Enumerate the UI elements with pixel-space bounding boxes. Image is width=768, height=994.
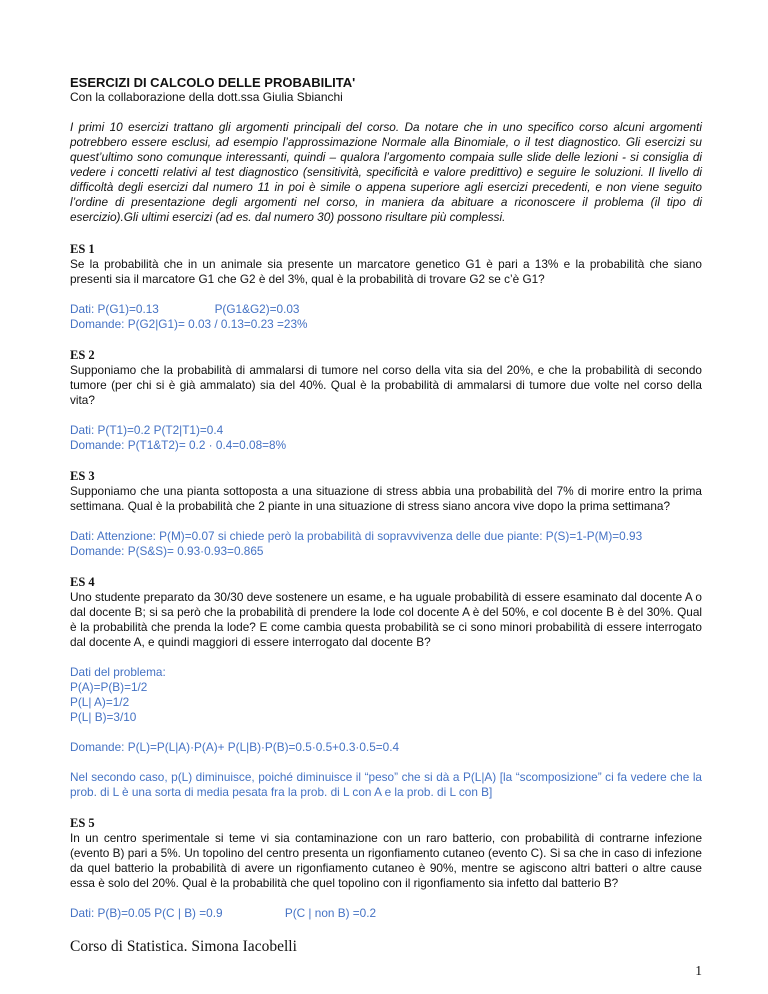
exercise-heading: ES 3 <box>70 469 95 483</box>
exercise-block <box>70 575 706 800</box>
exercise-question: Supponiamo che una pianta sottoposta a una situazione di stress abbia una probabilità del 7% di morire entro la prima settimana. Qual è la probabilità che 2 piante in una situazione di stress siano ancora vive dopo la prima settimana? <box>70 484 702 513</box>
page-title: ESERCIZI DI CALCOLO DELLE PROBABILITA' <box>70 75 356 90</box>
answer-line: Nel secondo caso, p(L) diminuisce, poiché diminuisce il “peso” che si dà a P(L|A) [la “scomposizione” ci fa vedere che la prob. di L è una sorta di media pesata fra la prob. di L con A e la prob. di L con B] <box>70 770 706 799</box>
exercise-heading: ES 2 <box>70 348 95 362</box>
answer-block <box>70 529 702 559</box>
exercise-block <box>70 242 702 332</box>
exercise-heading: ES 4 <box>70 575 95 589</box>
answer-line: Dati: P(T1)=0.2 P(T2|T1)=0.4 <box>70 423 224 437</box>
answer-line: Domande: P(T1&T2)= 0.2 · 0.4=0.08=8% <box>70 438 287 452</box>
answer-line: P(A)=P(B)=1/2 <box>70 680 148 694</box>
answer-line: P(L| A)=1/2 <box>70 695 130 709</box>
exercise-heading: ES 5 <box>70 816 95 830</box>
answer-line: P(L| B)=3/10 <box>70 710 137 724</box>
answer-line <box>70 755 702 770</box>
exercise-question: Se la probabilità che in un animale sia presente un marcatore genetico G1 è pari a 13% e la probabilità che siano presenti sia il marcatore G1 che G2 è del 3%, qual è la probabilità di trovare G2 se c’è G1? <box>70 257 702 286</box>
answer-line: Domande: P(L)=P(L|A)·P(A)+ P(L|B)·P(B)=0.5·0.5+0.3·0.5=0.4 <box>70 740 400 754</box>
answer-line: Domande: P(G2|G1)= 0.03 / 0.13=0.23 =23% <box>70 317 308 331</box>
answer-line: Dati del problema: <box>70 665 166 679</box>
answer-line: Dati: P(G1)=0.13 P(G1&G2)=0.03 <box>70 302 300 316</box>
answer-line <box>70 725 702 740</box>
exercise-block <box>70 348 702 453</box>
exercise-question: Uno studente preparato da 30/30 deve sostenere un esame, e ha uguale probabilità di essere esaminato dal docente A o dal docente B; si sa però che la probabilità di prendere la lode col docente A è del 50%, e col docente B è del 30%. Qual è la probabilità che prenda la lode? E come cambia questa probabilità se ci sono minori probabilità di essere interrogato dal docente A, e quindi maggiori di essere interrogato dal docente B? <box>70 590 702 649</box>
answer-block <box>70 423 702 453</box>
page-subtitle: Con la collaborazione della dott.ssa Giulia Sbianchi <box>70 90 343 104</box>
exercise-question: In un centro sperimentale si teme vi sia contaminazione con un raro batterio, con probabilità di contrarne infezione (evento B) pari a 5%. Un topolino del centro presenta un rigonfiamento cutaneo (evento C). Si sa che in caso di infezione da quel batterio la probabilità di avere un rigonfiamento cutaneo è 90%, mentre se agiscono altri batteri o altre cause essa è solo del 20%. Qual è la probabilità che quel topolino con il rigonfiamento sia infetto dal batterio B? <box>70 831 702 890</box>
exercise-block <box>70 816 702 921</box>
answer-block <box>70 906 702 921</box>
exercise-question: Supponiamo che la probabilità di ammalarsi di tumore nel corso della vita sia del 20%, e che la probabilità di secondo tumore (per chi si è già ammalato) sia del 40%. Qual è la probabilità di ammalarsi di tumore due volte nel corso della vita? <box>70 363 702 407</box>
exercise-heading: ES 1 <box>70 242 95 256</box>
answer-line: Domande: P(S&S)= 0.93·0.93=0.865 <box>70 544 264 558</box>
answer-block <box>70 665 706 800</box>
intro-paragraph: I primi 10 esercizi trattano gli argomenti principali del corso. Da notare che in uno specifico corso alcuni argomenti potrebbero essere esclusi, ad esempio l’approssimazione Normale alla Binomiale, o il test diagnostico. Gli esercizi su quest’ultimo sono comunque interessanti, quindi – qualora l’argomento compaia sulle slide delle lezioni - si consiglia di vedere i concetti relativi al test diagnostico (sensitività, specificità e valore predittivo) e seguire le soluzioni. Il livello di difficoltà degli esercizi dal numero 11 in poi è simile o appena superiore agli esercizi precedenti, e non viene seguito l’ordine di presentazione degli argomenti nel corso, in maniera da abituare a riconoscere il problema (il tipo di esercizio).Gli ultimi esercizi (ad es. dal numero 30) possono risultare più complessi. <box>70 120 702 224</box>
page-number: 1 <box>695 963 702 978</box>
answer-line: Dati: P(B)=0.05 P(C | B) =0.9 P(C | non B) =0.2 <box>70 906 377 920</box>
exercise-block <box>70 469 702 559</box>
answer-line: Dati: Attenzione: P(M)=0.07 si chiede però la probabilità di sopravvivenza delle due piante: P(S)=1-P(M)=0.93 <box>70 529 643 543</box>
exercise-list <box>70 242 706 921</box>
answer-block <box>70 302 702 332</box>
footer-course: Corso di Statistica. Simona Iacobelli <box>70 938 297 955</box>
